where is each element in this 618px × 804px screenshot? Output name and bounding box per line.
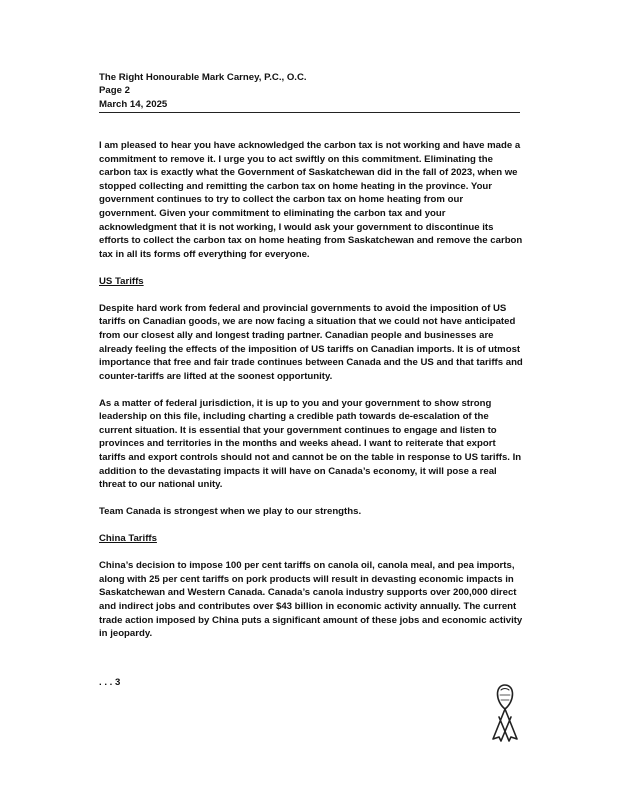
recipient-line: The Right Honourable Mark Carney, P.C., O.C. (99, 72, 307, 83)
section-heading-china-tariffs: China Tariffs (99, 533, 157, 545)
section-heading-us-tariffs: US Tariffs (99, 275, 144, 287)
paragraph-team-canada: Team Canada is strongest when we play to our strengths. (99, 506, 362, 518)
paragraph-us-tariffs: Despite hard work from federal and provincial governments to avoid the imposition of US tariffs on Canadian goods, we are now facing a situation that we could not have anticipated from our closest ally and longest trading partner. Canadian people and businesses are already feeling the effects of the imposition of US tariffs on Canadian imports. It is of utmost importance that free and fair trade continues between Canada and the US and that tariffs and counter-tariffs are lifted at the soonest opportunity. (99, 302, 523, 382)
continued-marker: . . . 3 (99, 677, 121, 688)
paragraph-china-tariffs: China’s decision to impose 100 per cent tariffs on canola oil, canola meal, and pea imports, along with 25 per cent tariffs on pork products will result in devasting economic impacts in Saskatchewan and Western Canada. Canada’s canola industry supports over 200,000 direct and indirect jobs and contributes over $43 billion in economic activity annually. The current trade action imposed by China puts a significant amount of these jobs and economic activity in jeopardy. (99, 560, 523, 640)
page-number: Page 2 (99, 85, 130, 97)
letter-body (99, 139, 523, 654)
awareness-ribbon-icon (487, 681, 523, 743)
letter-header (99, 71, 520, 113)
paragraph-carbon-tax: I am pleased to hear you have acknowledged the carbon tax is not working and have made a commitment to remove it. I urge you to act swiftly on this commitment. Eliminating the carbon tax is exactly what the Government of Saskatchewan did in the fall of 2023, when we stopped collecting and remitting the carbon tax on home heating in the province. Your government continues to try to collect the carbon tax on home heating from our government. Given your commitment to eliminating the carbon tax and your acknowledgment that it is not working, I would ask your government to discontinue its efforts to collect the carbon tax on home heating from Saskatchewan and remove the carbon tax in all its forms off everything for everyone. (99, 140, 523, 260)
letter-date: March 14, 2025 (99, 98, 168, 110)
paragraph-federal-jurisdiction: As a matter of federal jurisdiction, it is up to you and your government to show strong leadership on this file, including charting a credible path towards de-escalation of the current situation. It is essential that your government continues to engage and listen to provinces and territories in the months and weeks ahead. I want to reiterate that export tariffs and export controls should not and cannot be on the table in response to US tariffs. In addition to the devastating impacts it will have on Canada’s economy, it will pose a real threat to our national unity. (99, 397, 522, 491)
